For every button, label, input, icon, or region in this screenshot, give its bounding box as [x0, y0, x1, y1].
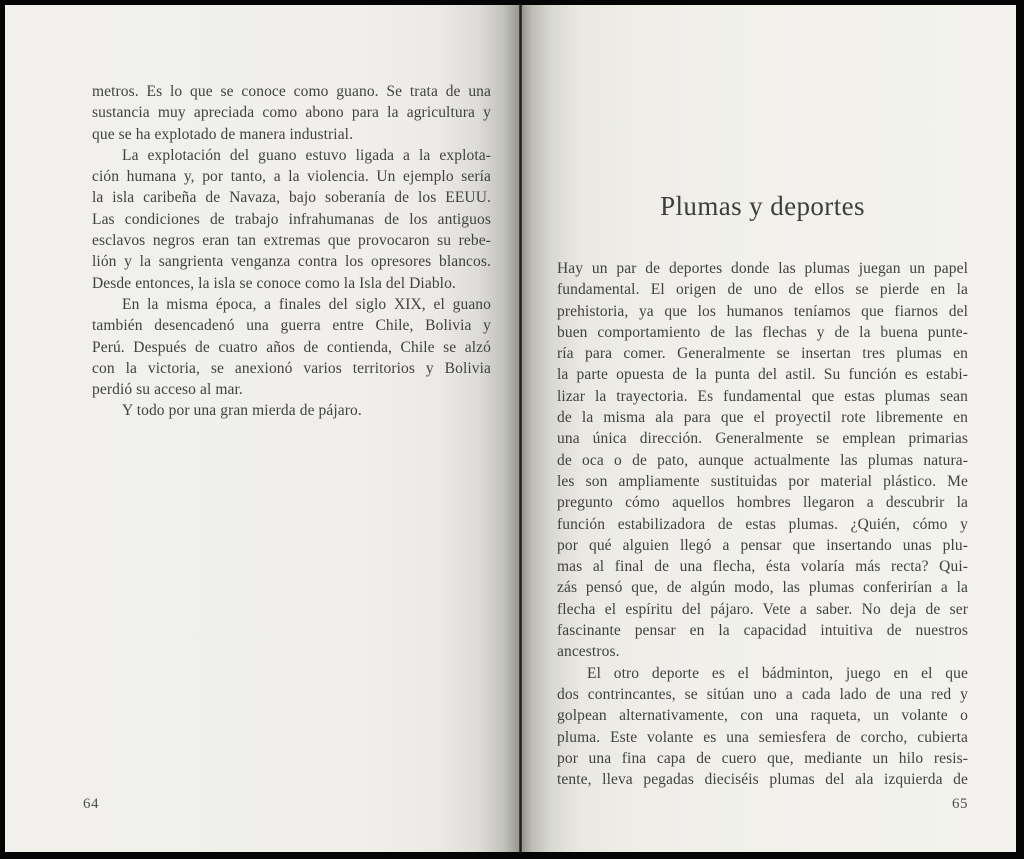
paragraph	[557, 258, 968, 663]
text-line: por una fina capa de cuero que, mediante un hilo resis-	[557, 749, 968, 767]
right-page-number: 65	[952, 796, 968, 812]
text-line: ría para comer. Generalmente se insertan tres plumas en	[557, 345, 968, 363]
paragraph	[92, 145, 491, 294]
paragraph	[92, 81, 491, 145]
paragraph	[557, 663, 968, 791]
text-line: fundamental. El origen de uno de ellos se pierde en la	[557, 281, 968, 299]
text-line: función estabilizadora de estas plumas. ¿Quién, cómo y	[557, 515, 968, 533]
text-line: golpean alternativamente, con una raqueta, un volante o	[557, 707, 968, 725]
text-line: lión y la sangrienta venganza contra los opresores blancos.	[92, 253, 491, 271]
text-line: la parte opuesta de la punta del astil. Su función es estabi-	[557, 366, 968, 384]
text-line: lizar la trayectoria. Es fundamental que estas plumas sean	[557, 387, 968, 405]
left-page-number: 64	[83, 796, 99, 812]
text-line: pluma. Este volante es una semiesfera de corcho, cubierta	[557, 728, 968, 746]
text-line: esclavos negros eran tan extremas que provocaron su rebe-	[92, 232, 491, 250]
text-line: también desencadenó una guerra entre Chile, Bolivia y	[92, 317, 491, 335]
book-spread	[5, 5, 1016, 852]
text-line: La explotación del guano estuvo ligada a la explota-	[122, 146, 491, 164]
text-line: sustancia muy apreciada como abono para la agricultura y	[92, 104, 491, 122]
text-line: Hay un par de deportes donde las plumas juegan un papel	[557, 260, 968, 277]
text-line: El otro deporte es el bádminton, juego en el que	[587, 664, 968, 682]
text-line: que se ha explotado de manera industrial.	[92, 125, 354, 143]
text-line: de la misma ala para que el proyectil rote libremente en	[557, 409, 968, 427]
text-line: tente, lleva pegadas dieciséis plumas del ala izquierda de	[557, 771, 968, 789]
text-line: les son ampliamente sustituidas por material plástico. Me	[557, 472, 968, 490]
text-line: la isla caribeña de Navaza, bajo soberanía de los EEUU.	[92, 189, 491, 207]
text-line: dos contrincantes, se sitúan uno a cada lado de una red y	[557, 685, 968, 703]
text-line: flecha el espíritu del pájaro. Vete a saber. No deja de ser	[557, 600, 968, 618]
text-line: ancestros.	[557, 643, 620, 661]
text-line: Y todo por una gran mierda de pájaro.	[122, 402, 362, 420]
text-line: una única dirección. Generalmente se emplean primarias	[557, 430, 968, 448]
text-line: de oca o de pato, aunque actualmente las plumas natura-	[557, 451, 968, 469]
text-line: Perú. Después de cuatro años de contienda, Chile se alzó	[92, 338, 491, 356]
paragraph	[92, 294, 491, 400]
text-line: mas al final de una flecha, ésta volaría más recta? Qui-	[557, 558, 968, 576]
chapter-title: Plumas y deportes	[660, 191, 865, 221]
left-page	[5, 5, 519, 852]
text-line: prehistoria, ya que los humanos teníamos que fiarnos del	[557, 302, 968, 320]
right-page-text	[557, 258, 968, 790]
text-line: pregunto cómo aquellos hombres llegaron a descubrir la	[557, 494, 968, 512]
text-line: con la victoria, se anexionó varios territorios y Bolivia	[92, 359, 491, 377]
paragraph	[92, 400, 491, 421]
text-line: zás pensó que, de algún modo, las plumas conferirían a la	[557, 579, 968, 597]
left-page-text	[92, 81, 491, 422]
text-line: perdió su acceso al mar.	[92, 381, 243, 399]
text-line: Desde entonces, la isla se conoce como la Isla del Diablo.	[92, 274, 456, 292]
text-line: En la misma época, a finales del siglo XIX, el guano	[122, 295, 491, 313]
right-page	[522, 5, 1016, 852]
text-line: fascinante pensar en la capacidad intuitiva de nuestros	[557, 622, 968, 640]
text-line: por qué alguien llegó a pensar que insertando unas plu-	[557, 536, 968, 554]
text-line: Las condiciones de trabajo infrahumanas de los antiguos	[92, 210, 491, 228]
text-line: ción humana y, por tanto, a la violencia. Un ejemplo sería	[92, 168, 491, 186]
text-line: buen comportamiento de las flechas y de la buena punte-	[557, 323, 968, 341]
text-line: metros. Es lo que se conoce como guano. Se trata de una	[92, 83, 491, 100]
